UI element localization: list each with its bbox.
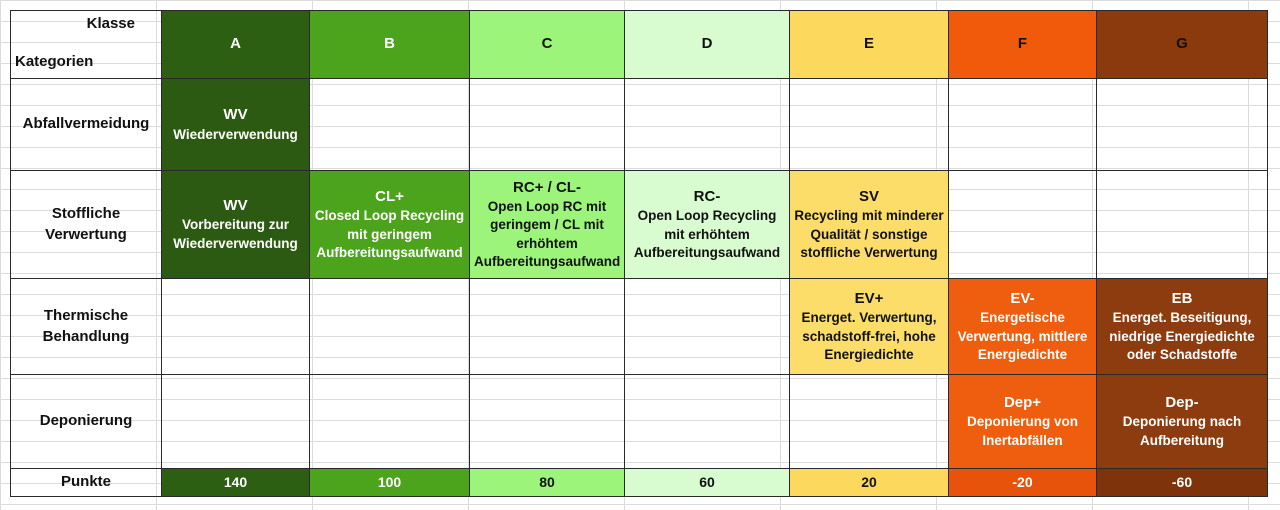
cell-stofflich-d (625, 171, 790, 279)
class-header-f: F (949, 11, 1097, 79)
cell-desc: Vorbereitung zur Wiederverwendung (173, 217, 298, 251)
cell-thermisch-g (1097, 279, 1268, 375)
cell-abfall-a (162, 79, 310, 171)
cell-desc: Closed Loop Recycling mit geringem Aufbereitungsaufwand (314, 208, 465, 260)
cell-desc: Deponierung von Inertabfällen (967, 414, 1078, 448)
cell-code: SV (858, 188, 879, 206)
header-row (11, 11, 1268, 79)
class-header-b: B (310, 11, 470, 79)
cell-empty (162, 375, 310, 469)
points-f: -20 (949, 469, 1097, 497)
points-c: 80 (470, 469, 625, 497)
cell-empty (949, 171, 1097, 279)
class-header-d: D (625, 11, 790, 79)
classification-table (10, 10, 1268, 497)
cell-empty (310, 279, 470, 375)
row-label-punkte: Punkte (11, 469, 162, 497)
cell-code: Dep+ (1003, 394, 1042, 412)
corner-cell (11, 11, 162, 79)
class-header-a: A (162, 11, 310, 79)
row-label-thermische-behandlung (11, 279, 162, 375)
row-abfallvermeidung (11, 79, 1268, 171)
cell-empty (310, 79, 470, 171)
cell-code: RC- (693, 188, 721, 206)
cell-stofflich-e (790, 171, 949, 279)
cell-desc: Recycling mit minderer Qualität / sonstige stoffliche Verwertung (794, 208, 944, 260)
cell-code: CL+ (375, 188, 404, 206)
cell-empty (949, 79, 1097, 171)
row-stoffliche-verwertung (11, 171, 1268, 279)
cell-stofflich-c (470, 171, 625, 279)
cell-empty (162, 279, 310, 375)
cell-stofflich-a (162, 171, 310, 279)
cell-empty (310, 375, 470, 469)
cell-thermisch-f (949, 279, 1097, 375)
class-header-c: C (470, 11, 625, 79)
cell-empty (470, 279, 625, 375)
row-label-abfallvermeidung: Abfallvermeidung (11, 79, 162, 171)
cell-code: Dep- (1165, 394, 1199, 412)
cell-desc: Energet. Verwertung, schadstoff-frei, hohe Energiedichte (801, 310, 937, 362)
row-label-line: Thermische (43, 307, 129, 325)
cell-desc: Wiederverwendung (173, 126, 298, 142)
cell-empty (470, 375, 625, 469)
cell-empty (625, 279, 790, 375)
kategorien-label: Kategorien (15, 52, 94, 70)
cell-code: WV (223, 197, 248, 215)
points-e: 20 (790, 469, 949, 497)
cell-desc: Open Loop RC mit geringem / CL mit erhöhtem Aufbereitungsaufwand (474, 199, 621, 269)
cell-empty (625, 79, 790, 171)
klasse-label: Klasse (86, 15, 135, 32)
cell-code: WV (223, 106, 248, 124)
row-thermische-behandlung (11, 279, 1268, 375)
cell-desc: Energet. Beseitigung, niedrige Energiedichte oder Schadstoffe (1109, 310, 1255, 362)
points-b: 100 (310, 469, 470, 497)
class-header-e: E (790, 11, 949, 79)
row-label-stoffliche-verwertung (11, 171, 162, 279)
cell-empty (1097, 171, 1268, 279)
cell-deponie-f (949, 375, 1097, 469)
cell-code: EB (1171, 290, 1193, 308)
cell-empty (1097, 79, 1268, 171)
cell-code: EV+ (854, 290, 884, 308)
cell-thermisch-e (790, 279, 949, 375)
cell-desc: Energetische Verwertung, mittlere Energiedichte (957, 310, 1088, 362)
cell-desc: Open Loop Recycling mit erhöhtem Aufbereitungsaufwand (633, 208, 781, 260)
row-deponierung (11, 375, 1268, 469)
cell-deponie-g (1097, 375, 1268, 469)
class-header-g: G (1097, 11, 1268, 79)
cell-desc: Deponierung nach Aufbereitung (1122, 414, 1242, 448)
row-label-deponierung: Deponierung (11, 375, 162, 469)
points-g: -60 (1097, 469, 1268, 497)
row-label-line: Verwertung (45, 225, 127, 243)
cell-code: RC+ / CL- (513, 178, 581, 196)
row-punkte (11, 469, 1268, 497)
points-a: 140 (162, 469, 310, 497)
cell-empty (470, 79, 625, 171)
row-label-line: Stoffliche (51, 205, 121, 223)
cell-empty (790, 375, 949, 469)
cell-stofflich-b (310, 171, 470, 279)
row-label-line: Behandlung (42, 327, 130, 345)
cell-empty (625, 375, 790, 469)
points-d: 60 (625, 469, 790, 497)
cell-code: EV- (1010, 290, 1035, 308)
cell-empty (790, 79, 949, 171)
